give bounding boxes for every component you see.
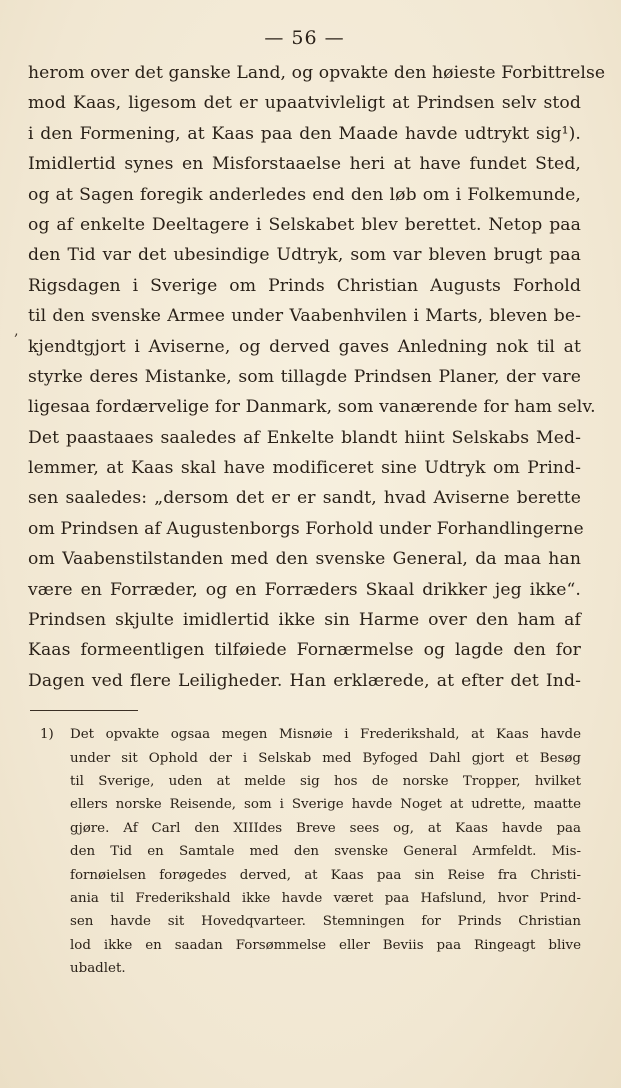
page-number: — 56 — [264,27,345,49]
body-line: Imidlertid synes en Misforstaaelse heri at have fundet Sted, [28,154,581,175]
body-line: styrke deres Mistanke, som tillagde Prindsen Planer, der vare [28,366,581,387]
body-line: Dagen ved flere Leiligheder. Han erklærede, at efter det Ind- [28,670,581,691]
body-line: lemmer, at Kaas skal have modificeret sine Udtryk om Prind- [28,458,581,479]
margin-mark: ‚ [14,323,19,339]
body-text [28,58,606,696]
footnote-line: den Tid en Samtale med den svenske General Armfeldt. Mis- [70,844,581,860]
footnote-line [28,723,581,746]
footnote-line: under sit Ophold der i Selskab med Byfoged Dahl gjort et Besøg [70,750,581,766]
body-line: Det paastaaes saaledes af Enkelte blandt hiint Selskabs Med- [28,427,581,448]
body-line: Kaas formeentligen tilføiede Fornærmelse og lagde den for [28,640,581,661]
body-line: i den Formening, at Kaas paa den Maade havde udtrykt sig¹). [28,123,581,144]
footnote-line: fornøielsen forøgedes derved, at Kaas paa sin Reise fra Christi- [70,867,581,883]
body-line: til den svenske Armee under Vaabenhvilen i Marts, bleven be- [28,306,581,327]
footnote-line: til Sverige, uden at melde sig hos de norske Tropper, hvilket [70,773,581,789]
body-line: Rigsdagen i Sverige om Prinds Christian Augusts Forhold [28,275,581,296]
body-line: den Tid var det ubesindige Udtryk, som var bleven brugt paa [28,245,581,266]
footnote-line: ania til Frederikshald ikke havde været paa Hafslund, hvor Prind- [70,890,581,906]
body-line: mod Kaas, ligesom det er upaatvivleligt at Prindsen selv stod [28,93,581,114]
body-line: og at Sagen foregik anderledes end den løb om i Folkemunde, [28,184,581,205]
body-line: ligesaa fordærvelige for Danmark, som vanærende for ham selv. [28,397,596,418]
footnote-line: sen havde sit Hovedqvarteer. Stemningen for Prinds Christian [70,914,581,930]
body-line: om Vaabenstilstanden med den svenske General, da maa han [28,549,581,570]
footnote-line: ubadlet. [70,961,126,977]
footnote-marker: 1) [40,727,54,743]
body-line: kjendtgjort i Aviserne, og derved gaves Anledning nok til at [28,336,581,357]
footnote-line-text: Det opvakte ogsaa megen Misnøie i Frederikshald, at Kaas havde [70,727,581,743]
body-line: sen saaledes: „dersom det er er sandt, hvad Aviserne berette [28,488,581,509]
body-line: herom over det ganske Land, og opvakte den høieste Forbittrelse [28,63,606,83]
body-line: og af enkelte Deeltagere i Selskabet blev berettet. Netop paa [28,214,581,235]
footnote-line: lod ikke en saadan Forsømmelse eller Beviis paa Ringeagt blive [70,937,581,953]
footnote-divider [30,710,138,711]
footnote [28,723,581,980]
body-line: om Prindsen af Augustenborgs Forhold under Forhandlingerne [28,518,584,539]
footnote-line: gjøre. Af Carl den XIIIdes Breve sees og, at Kaas havde paa [70,820,581,836]
footnote-line: ellers norske Reisende, som i Sverige havde Noget at udrette, maatte [70,797,581,813]
body-line: Prindsen skjulte imidlertid ikke sin Harme over den ham af [28,610,581,631]
body-line: være en Forræder, og en Forræders Skaal drikker jeg ikke“. [28,579,581,600]
